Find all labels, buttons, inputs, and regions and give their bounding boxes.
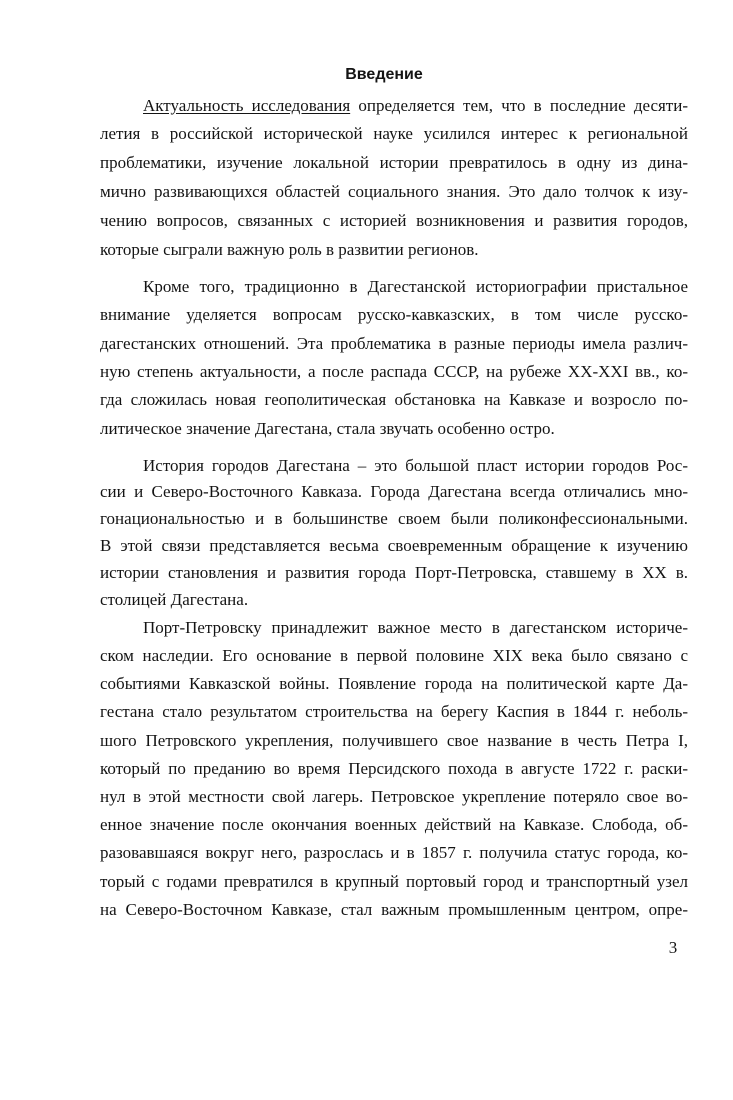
text-line: енное значение после окончания военных действий на Кавказе. Слобода, об- <box>100 815 688 835</box>
text-line: История городов Дагестана – это большой пласт истории городов Рос- <box>143 455 688 475</box>
text-line: В этой связи представляется весьма своевременным обращение к изучению <box>100 535 688 555</box>
text-line: гда сложилась новая геополитическая обстановка на Кавказе и возросло по- <box>100 390 688 410</box>
text-line: на Северо-Восточном Кавказе, стал важным промышленным центром, опре- <box>100 899 688 919</box>
text-line: чению вопросов, связанных с историей возникновения и развития городов, <box>100 210 688 230</box>
text-line: истории становления и развития города Порт-Петровска, ставшему в XX в. <box>100 562 688 582</box>
text-line: ную степень актуальности, а после распада СССР, на рубеже XX-XXI вв., ко- <box>100 361 688 381</box>
text-line: шого Петровского укрепления, получившего свое название в честь Петра I, <box>100 730 688 750</box>
text-line: дагестанских отношений. Эта проблематика в разные периоды имела различ- <box>100 333 688 353</box>
text-line: внимание уделяется вопросам русско-кавказских, в том числе русско- <box>100 305 688 325</box>
text-line: торый с годами превратился в крупный портовый город и транспортный узел <box>100 871 688 891</box>
text-line: ском наследии. Его основание в первой половине XIX века было связано с <box>100 646 688 666</box>
text-line: событиями Кавказской войны. Появление города на политической карте Да- <box>100 674 688 694</box>
text-line: гестана стало результатом строительства на берегу Каспия в 1844 г. неболь- <box>100 702 688 722</box>
text-line: летия в российской исторической науке усилился интерес к региональной <box>100 124 688 144</box>
text-line: Порт-Петровску принадлежит важное место в дагестанском историче- <box>143 617 688 637</box>
text-line: гонациональностью и в большинстве своем были поликонфессиональными. <box>100 509 688 529</box>
page-number: 3 <box>668 938 678 957</box>
text-span: определяется тем, что в последние десяти- <box>358 95 688 115</box>
text-line: нул в этой местности свой лагерь. Петровское укрепление потеряло свое во- <box>100 787 688 807</box>
paragraph <box>100 614 688 924</box>
underlined-phrase: Актуальность исследования <box>143 95 351 115</box>
paragraph <box>100 453 688 614</box>
paragraph <box>100 92 688 265</box>
text-line: который по преданию во время Персидского похода в августе 1722 г. раски- <box>100 758 688 778</box>
text-line: сии и Северо-Восточного Кавказа. Города Дагестана всегда отличались мно- <box>100 482 688 502</box>
text-line: Кроме того, традиционно в Дагестанской историографии пристальное <box>143 276 688 296</box>
paragraph <box>100 273 688 443</box>
text-line: которые сыграли важную роль в развитии регионов. <box>100 239 479 259</box>
text-line: литическое значение Дагестана, стала звучать особенно остро. <box>100 418 555 438</box>
text-line: проблематики, изучение локальной истории превратилось в одну из дина- <box>100 153 688 173</box>
text-line <box>100 92 688 121</box>
text-line: столицей Дагестана. <box>100 589 249 609</box>
text-line: мично развивающихся областей социального знания. Это дало толчок к изу- <box>100 181 688 201</box>
section-title: Введение <box>345 66 423 83</box>
text-line: разовавшаяся вокруг него, разрослась и в 1857 г. получила статус города, ко- <box>100 843 688 863</box>
